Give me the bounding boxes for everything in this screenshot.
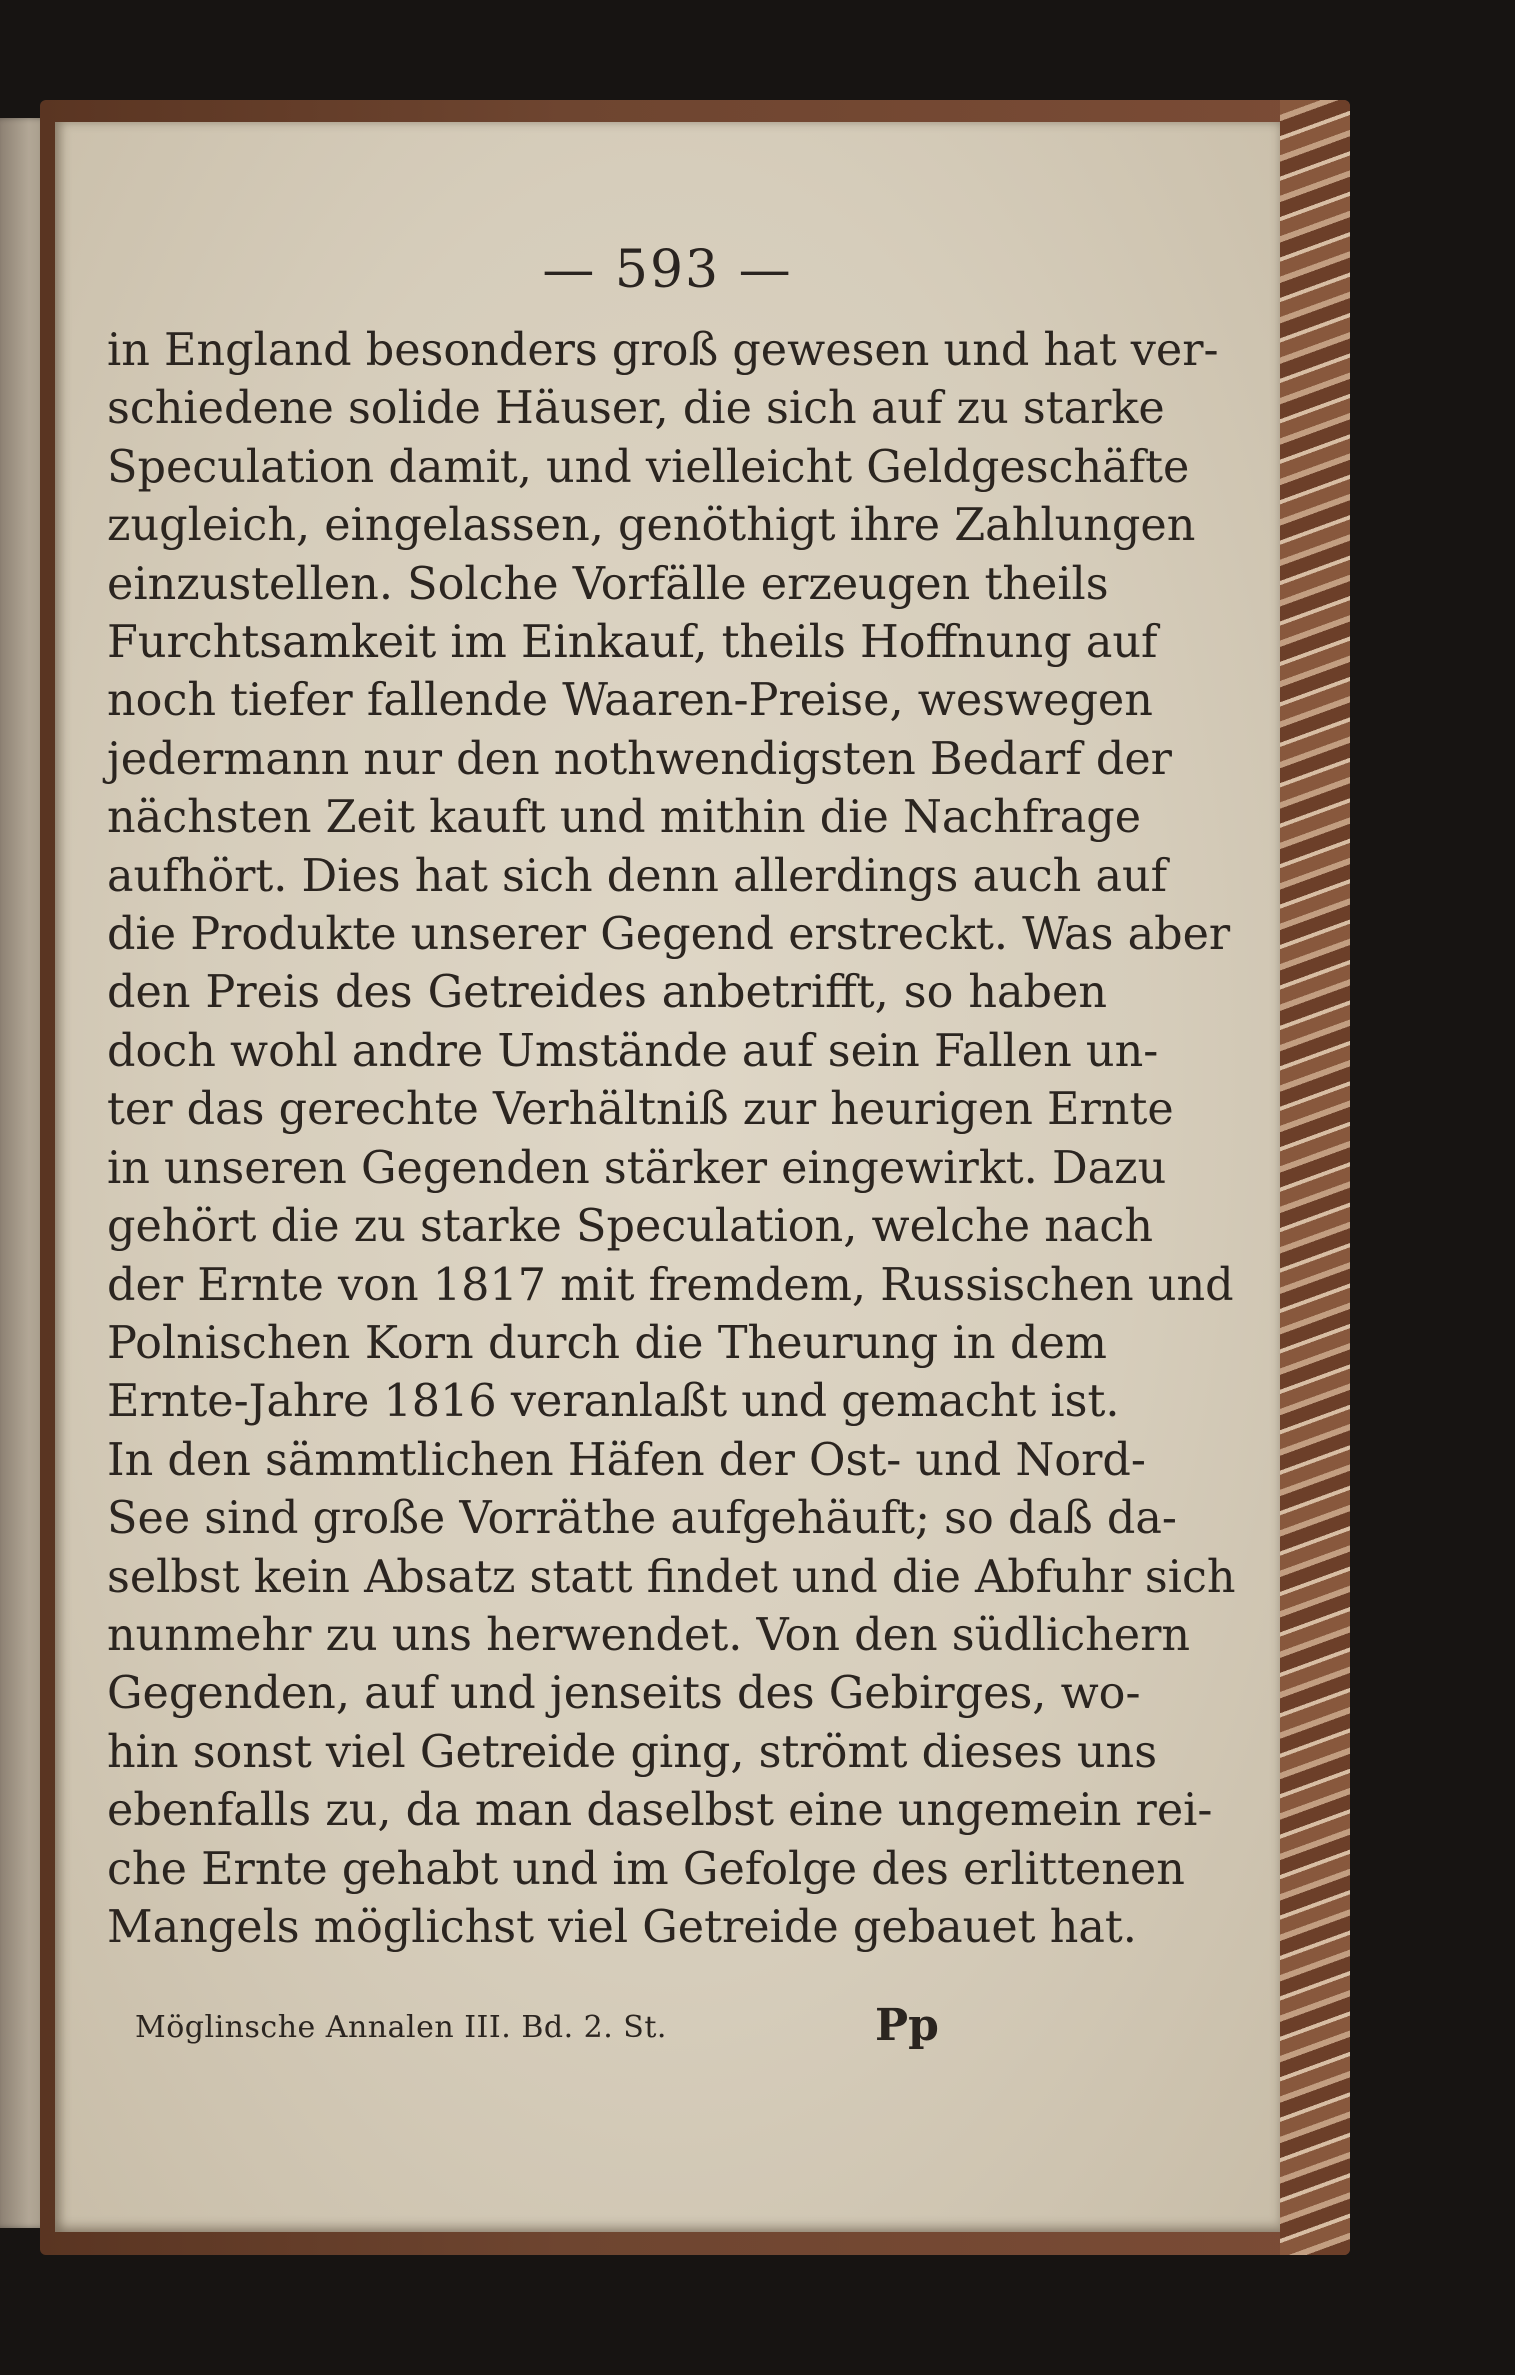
text-line: in England besonders groß gewesen und hat ver- bbox=[107, 325, 1219, 376]
marbled-cover-edge bbox=[1280, 100, 1350, 2255]
text-line: Ernte-Jahre 1816 veranlaßt und gemacht ist. bbox=[107, 1376, 1120, 1428]
text-line: Mangels möglichst viel Getreide gebauet hat. bbox=[107, 1901, 1137, 1953]
page-number-header: — 593 — bbox=[542, 240, 793, 300]
text-line: In den sämmtlichen Häfen der Ost- und Nord- bbox=[107, 1434, 1146, 1486]
text-line: Gegenden, auf und jenseits des Gebirges, wo- bbox=[107, 1668, 1141, 1720]
text-line: See sind große Vorräthe aufgehäuft; so daß da- bbox=[107, 1493, 1177, 1545]
text-line: zugleich, eingelassen, genöthigt ihre Zahlungen bbox=[107, 500, 1196, 552]
text-line: aufhört. Dies hat sich denn allerdings auch auf bbox=[107, 850, 1168, 902]
text-line: der Ernte von 1817 mit fremdem, Russischen und bbox=[107, 1259, 1234, 1311]
text-line: jedermann nur den nothwendigsten Bedarf der bbox=[107, 733, 1172, 785]
text-line: nächsten Zeit kauft und mithin die Nachfrage bbox=[107, 792, 1142, 844]
text-line: gehört die zu starke Speculation, welche nach bbox=[107, 1201, 1153, 1253]
text-line: selbst kein Absatz statt findet und die Abfuhr sich bbox=[107, 1551, 1236, 1603]
text-line: die Produkte unserer Gegend erstreckt. Was aber bbox=[107, 909, 1231, 961]
text-line: ter das gerechte Verhältniß zur heurigen Ernte bbox=[107, 1084, 1174, 1136]
book-page bbox=[55, 122, 1280, 2232]
text-line: Furchtsamkeit im Einkauf, theils Hoffnung auf bbox=[107, 617, 1158, 669]
text-line: che Ernte gehabt und im Gefolge des erlittenen bbox=[107, 1843, 1185, 1895]
body-text bbox=[107, 322, 1236, 1957]
text-line: Speculation damit, und vielleicht Geldgeschäfte bbox=[107, 441, 1190, 493]
text-line: Polnischen Korn durch die Theurung in dem bbox=[107, 1317, 1107, 1369]
text-line: doch wohl andre Umstände auf sein Fallen un- bbox=[107, 1025, 1159, 1077]
text-line: hin sonst viel Getreide ging, strömt dieses uns bbox=[107, 1726, 1158, 1778]
text-line: den Preis des Getreides anbetrifft, so haben bbox=[107, 967, 1107, 1019]
page-footer bbox=[135, 2000, 1035, 2060]
text-line: nunmehr zu uns herwendet. Von den südlichern bbox=[107, 1609, 1191, 1661]
text-line: schiedene solide Häuser, die sich auf zu starke bbox=[107, 383, 1165, 435]
text-line: einzustellen. Solche Vorfälle erzeugen theils bbox=[107, 558, 1109, 610]
footer-source-line: Möglinsche Annalen III. Bd. 2. St. bbox=[135, 2010, 667, 2045]
text-line: ebenfalls zu, da man daselbst eine ungemein rei- bbox=[107, 1785, 1213, 1837]
text-line: noch tiefer fallende Waaren-Preise, weswegen bbox=[107, 675, 1153, 727]
signature-mark: Pp bbox=[875, 2000, 939, 2051]
text-line: in unseren Gegenden stärker eingewirkt. Dazu bbox=[107, 1142, 1167, 1194]
